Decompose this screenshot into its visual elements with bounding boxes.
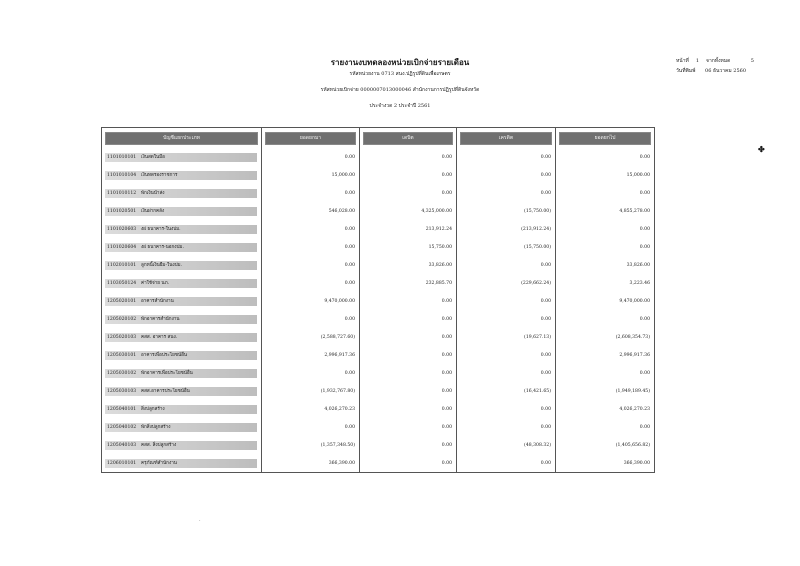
credit-cell: (15,750.00) [457,202,556,220]
brought-forward-cell: 546,028.00 [262,202,360,220]
debit-cell: 0.00 [360,364,457,382]
account-code: 1101020501 [107,208,137,214]
table-row [102,202,655,220]
debit-cell: 232,885.70 [360,274,457,292]
account-code: 1205040101 [107,406,137,412]
account-code: 1102010101 [107,262,137,268]
column-header-carried-forward: ยอดยกไป [556,128,655,149]
page-number-info [676,57,754,65]
account-cell [102,184,262,202]
account-name: อาคารเพื่อประโยชน์อื่น [141,352,187,358]
debit-cell: 0.00 [360,292,457,310]
debit-cell: 0.00 [360,418,457,436]
carried-forward-cell: 9,470,000.00 [556,292,655,310]
account-code: 1205030102 [107,370,137,376]
credit-cell: 0.00 [457,310,556,328]
of-label: จากทั้งหมด [706,58,731,64]
period-line: ประจำงวด 2 ประจำปี 2561 [369,103,431,109]
account-name: ค่าใช้จ่าย นภ. [141,280,170,286]
table-header-row [102,128,655,149]
credit-cell: (213,912.24) [457,220,556,238]
table-row [102,274,655,292]
brought-forward-cell: 0.00 [262,184,360,202]
column-header-debit: เดบิต [360,128,457,149]
brought-forward-cell: 0.00 [262,256,360,274]
carried-forward-cell: 3,223.46 [556,274,655,292]
account-name: ครุภัณฑ์สำนักงาน [141,460,177,466]
column-header-brought-forward: ยอดยกมา [262,128,360,149]
account-cell [102,148,262,166]
account-name: พักอาคารเพื่อประโยชน์อื่น [141,370,193,376]
account-cell [102,166,262,184]
carried-forward-cell: 0.00 [556,310,655,328]
account-name: คสส. สิ่งปลูกสร้าง [141,442,177,448]
account-cell [102,346,262,364]
account-cell [102,202,262,220]
page-number: 1 [695,58,700,64]
account-code: 1101020604 [107,244,137,250]
account-cell [102,454,262,473]
column-header-account: บัญชีแยกประเภท [102,128,262,149]
credit-cell: 0.00 [457,364,556,382]
credit-cell: (19,627.13) [457,328,556,346]
table-row [102,220,655,238]
carried-forward-cell: (1,405,656.82) [556,436,655,454]
table-row [102,292,655,310]
table-row [102,436,655,454]
brought-forward-cell: 0.00 [262,220,360,238]
table-row [102,346,655,364]
table-body [102,148,655,473]
table-row [102,454,655,473]
credit-cell: 0.00 [457,400,556,418]
account-cell [102,382,262,400]
account-code: 1205020102 [107,316,137,322]
credit-cell: 0.00 [457,256,556,274]
debit-cell: 33,826.00 [360,256,457,274]
account-name: สิ่งปลูกสร้าง [141,406,165,412]
carried-forward-cell: 4,855,278.00 [556,202,655,220]
table-row [102,310,655,328]
debit-cell: 0.00 [360,454,457,473]
scan-speck: ✤ [758,144,765,154]
carried-forward-cell: 33,826.00 [556,256,655,274]
debit-cell: 15,750.00 [360,238,457,256]
carried-forward-cell: 0.00 [556,238,655,256]
credit-cell: 0.00 [457,418,556,436]
credit-cell: (229,662.24) [457,274,556,292]
brought-forward-cell: (1,932,767.80) [262,382,360,400]
table-row [102,184,655,202]
credit-cell: 0.00 [457,184,556,202]
brought-forward-cell: (2,588,727.60) [262,328,360,346]
carried-forward-cell: 366,390.00 [556,454,655,473]
brought-forward-cell: 9,470,000.00 [262,292,360,310]
account-name: อาคารสำนักงาน [141,298,174,304]
table-row [102,364,655,382]
credit-cell: 0.00 [457,166,556,184]
account-cell [102,364,262,382]
carried-forward-cell: (1,949,189.45) [556,382,655,400]
carried-forward-cell: (2,608,354.73) [556,328,655,346]
carried-forward-cell: 4,026,270.23 [556,400,655,418]
credit-cell: 0.00 [457,148,556,166]
table-row [102,382,655,400]
brought-forward-cell: (1,357,348.50) [262,436,360,454]
carried-forward-cell: 0.00 [556,220,655,238]
print-date-label: วันที่พิมพ์ [676,68,696,74]
brought-forward-cell: 0.00 [262,148,360,166]
credit-cell: (16,421.65) [457,382,556,400]
account-cell [102,256,262,274]
credit-cell: (15,750.00) [457,238,556,256]
account-code: 1101010112 [107,190,137,196]
account-name: งฝ ธนาคาร-นอกงปม. [141,244,184,250]
account-cell [102,400,262,418]
account-name: คสส. อาคาร สนง. [141,334,178,340]
account-name: เงินสดในมือ [141,154,165,160]
debit-cell: 0.00 [360,346,457,364]
credit-cell: (48,308.32) [457,436,556,454]
table-row [102,328,655,346]
table-row [102,148,655,166]
account-code: 1206010101 [107,460,137,466]
total-pages: 5 [750,58,754,64]
account-code: 1103050124 [107,280,137,286]
debit-cell: 0.00 [360,400,457,418]
brought-forward-cell: 0.00 [262,364,360,382]
carried-forward-cell: 2,996,917.36 [556,346,655,364]
account-code: 1101020603 [107,226,137,232]
table-row [102,400,655,418]
account-code: 1205020101 [107,298,137,304]
brought-forward-cell: 0.00 [262,418,360,436]
account-cell [102,220,262,238]
brought-forward-cell: 0.00 [262,310,360,328]
column-header-credit: เครดิต [457,128,556,149]
account-name: พักสิ่งปลูกสร้าง [141,424,171,430]
disburse-unit-line: รหัสหน่วยเบิกจ่าย 0000007013000046 สำนักงานการปฏิรูปที่ดินจังหวัด [320,87,480,93]
account-name: พักอาคารสำนักงาน [141,316,180,322]
debit-cell: 213,912.24 [360,220,457,238]
carried-forward-cell: 0.00 [556,418,655,436]
brought-forward-cell: 2,996,917.36 [262,346,360,364]
account-name: เงินทดรองราชการ [141,172,178,178]
debit-cell: 4,325,000.00 [360,202,457,220]
carried-forward-cell: 0.00 [556,148,655,166]
account-code: 1101010101 [107,154,137,160]
table-row [102,238,655,256]
debit-cell: 0.00 [360,166,457,184]
brought-forward-cell: 15,000.00 [262,166,360,184]
carried-forward-cell: 0.00 [556,184,655,202]
account-cell [102,436,262,454]
print-date: 06 ธันวาคม 2560 [705,68,747,74]
brought-forward-cell: 0.00 [262,274,360,292]
carried-forward-cell: 0.00 [556,364,655,382]
credit-cell: 0.00 [457,454,556,473]
table-row [102,256,655,274]
account-cell [102,274,262,292]
trial-balance-table [101,127,655,473]
report-title: รายงานงบทดลองหน่วยเบิกจ่ายรายเดือน [330,57,470,67]
brought-forward-cell: 0.00 [262,238,360,256]
account-code: 1205040103 [107,442,137,448]
brought-forward-cell: 4,026,270.23 [262,400,360,418]
account-name: เงินฝากคลัง [141,208,165,214]
debit-cell: 0.00 [360,310,457,328]
carried-forward-cell: 15,000.00 [556,166,655,184]
account-cell [102,238,262,256]
table-row [102,418,655,436]
account-name: พักเงินนำส่ง [141,190,165,196]
account-code: 1205020103 [107,334,137,340]
page-label: หน้าที่ [676,58,689,64]
account-cell [102,292,262,310]
brought-forward-cell: 366,390.00 [262,454,360,473]
credit-cell: 0.00 [457,292,556,310]
debit-cell: 0.00 [360,148,457,166]
agency-line: รหัสหน่วยงาน 0713 สนง.ปฏิรูปที่ดินเพื่อเกษตร [349,71,451,77]
account-name: งฝ ธนาคาร-ในงปม. [141,226,181,232]
account-cell [102,328,262,346]
account-code: 1205040102 [107,424,137,430]
scan-mark: · [199,518,201,524]
account-code: 1205030103 [107,388,137,394]
debit-cell: 0.00 [360,436,457,454]
account-name: คสส.อาคารประโยชน์อื่น [141,388,190,394]
account-code: 1101010104 [107,172,137,178]
print-date-info [676,67,746,75]
account-cell [102,418,262,436]
credit-cell: 0.00 [457,346,556,364]
account-code: 1205030101 [107,352,137,358]
debit-cell: 0.00 [360,184,457,202]
account-name: ลูกหนี้เงินยืม-ในงปม. [141,262,183,268]
debit-cell: 0.00 [360,328,457,346]
debit-cell: 0.00 [360,382,457,400]
table-row [102,166,655,184]
account-cell [102,310,262,328]
